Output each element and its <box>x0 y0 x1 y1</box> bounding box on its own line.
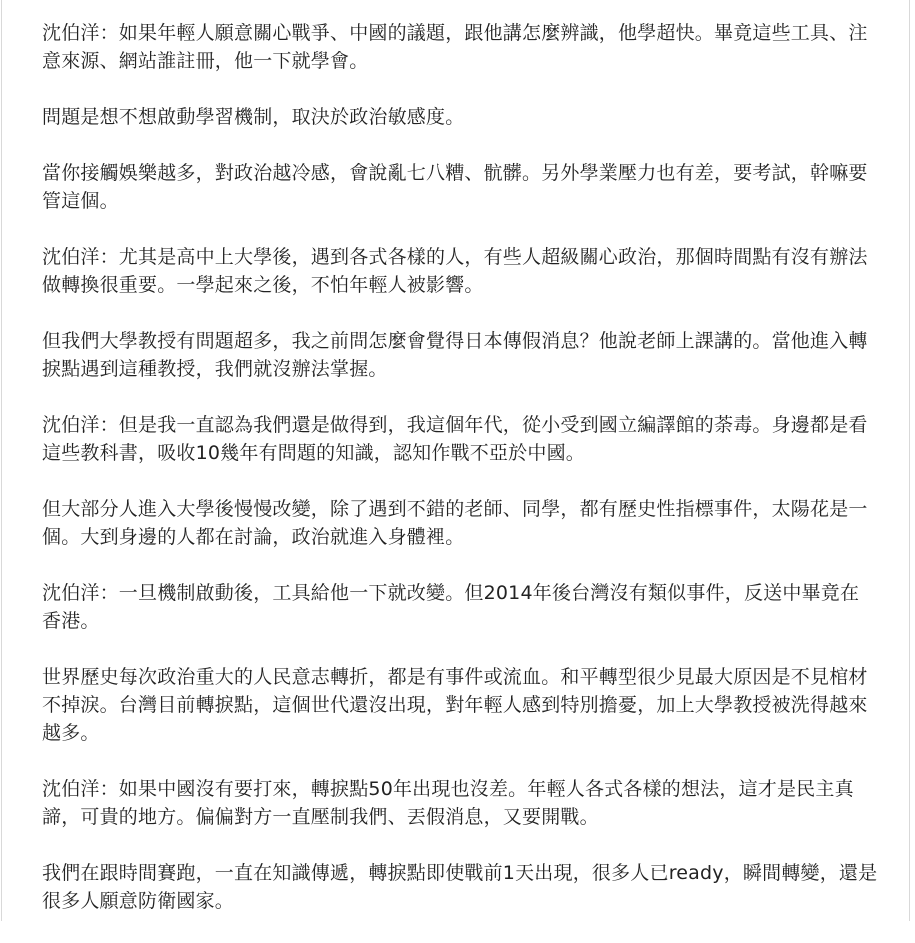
paragraph: 世界歷史每次政治重大的人民意志轉折，都是有事件或流血。和平轉型很少見最大原因是不見棺材不掉淚。台灣目前轉捩點，這個世代還沒出現，對年輕人感到特別擔憂，加上大學教授被洗得越來越多。 <box>42 666 868 744</box>
paragraph: 我們在跟時間賽跑，一直在知識傳遞，轉捩點即使戰前1天出現，很多人已ready，瞬間轉變，還是很多人願意防衛國家。 <box>42 862 878 912</box>
article-body <box>42 19 878 943</box>
paragraph: 問題是想不想啟動學習機制，取決於政治敏感度。 <box>42 106 465 128</box>
paragraph: 沈伯洋：尤其是高中上大學後，遇到各式各樣的人，有些人超級關心政治，那個時間點有沒有辦法做轉換很重要。一學起來之後，不怕年輕人被影響。 <box>42 246 868 296</box>
paragraph: 但大部分人進入大學後慢慢改變，除了遇到不錯的老師、同學，都有歷史性指標事件，太陽花是一個。大到身邊的人都在討論，政治就進入身體裡。 <box>42 498 868 548</box>
paragraph: 當你接觸娛樂越多，對政治越冷感，會說亂七八糟、骯髒。另外學業壓力也有差，要考試，幹嘛要管這個。 <box>42 162 868 212</box>
paragraph: 但我們大學教授有問題超多，我之前問怎麼會覺得日本傳假消息？他說老師上課講的。當他進入轉捩點遇到這種教授，我們就沒辦法掌握。 <box>42 330 868 380</box>
paragraph: 沈伯洋：但是我一直認為我們還是做得到，我這個年代，從小受到國立編譯館的荼毒。身邊都是看這些教科書，吸收10幾年有問題的知識，認知作戰不亞於中國。 <box>42 414 868 464</box>
paragraph: 沈伯洋：一旦機制啟動後，工具給他一下就改變。但2014年後台灣沒有類似事件，反送中畢竟在香港。 <box>42 582 860 632</box>
paragraph: 沈伯洋：如果中國沒有要打來，轉捩點50年出現也沒差。年輕人各式各樣的想法，這才是民主真諦，可貴的地方。偏偏對方一直壓制我們、丟假消息，又要開戰。 <box>42 778 854 828</box>
content-frame <box>1 0 910 921</box>
paragraph: 沈伯洋：如果年輕人願意關心戰爭、中國的議題，跟他講怎麼辨識，他學超快。畢竟這些工具、注意來源、網站誰註冊，他一下就學會。 <box>42 22 868 72</box>
